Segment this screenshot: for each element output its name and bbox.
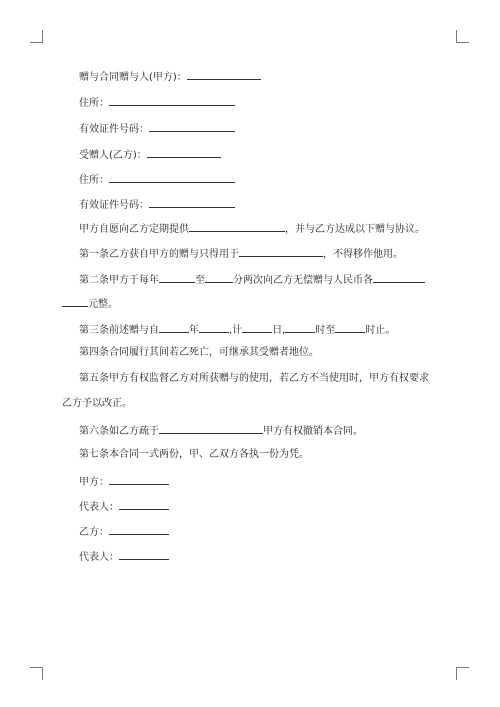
article5-continuation [62, 398, 132, 410]
article1-text-a: 第一条乙方获自甲方的赠与只得用于 [79, 249, 239, 260]
article3-text-c: ,计 [229, 325, 243, 336]
address1-label: 住所： [79, 98, 109, 109]
article3-blank-3 [242, 323, 272, 333]
party-b-rep-line [79, 550, 169, 564]
id1-line [79, 122, 235, 136]
donor-label: 赠与合同赠与人(甲方)： [79, 72, 187, 83]
party-a-rep-label: 代表人： [79, 502, 119, 513]
article2-text-c: 分两次向乙方无偿赠与人民币各 [233, 275, 373, 286]
party-b-sign-line [79, 525, 169, 539]
article6-line [79, 424, 363, 438]
intro-blank [189, 222, 285, 232]
article4-line [79, 347, 319, 359]
article2-blank-2 [205, 273, 233, 283]
article3-blank-2 [199, 323, 229, 333]
donee-label: 受赠人(乙方)： [79, 150, 147, 161]
party-a-rep-line [79, 500, 169, 514]
article2-blank-4 [62, 297, 88, 307]
article2-text-b: 至 [195, 275, 205, 286]
article2-blank-3 [373, 273, 425, 283]
crop-mark-top-right [456, 30, 469, 43]
donor-blank [187, 70, 261, 80]
id2-label: 有效证件号码： [79, 200, 149, 211]
article3-text-e: 时至 [315, 325, 336, 336]
party-a-rep-blank [119, 500, 169, 510]
article3-blank-5 [335, 323, 365, 333]
article3-text-f: 时止。 [365, 325, 396, 336]
article3-line [79, 323, 395, 337]
article5-text-b: 乙方予以改正。 [62, 398, 132, 409]
intro-line [79, 222, 425, 236]
intro-text-b: ，并与乙方达成以下赠与协议。 [285, 224, 425, 235]
article6-blank [159, 424, 263, 434]
id1-blank [149, 122, 235, 132]
address2-line [79, 173, 235, 187]
donee-line [79, 148, 221, 162]
party-b-blank [109, 525, 169, 535]
article5-line [79, 373, 429, 385]
article1-line [79, 247, 403, 261]
article2-text-a: 第二条甲方于每年 [79, 275, 159, 286]
party-b-rep-label: 代表人： [79, 552, 119, 563]
id2-line [79, 198, 235, 212]
id2-blank [149, 198, 235, 208]
article7-text: 第七条本合同一式两份，甲、乙双方各执一份为凭。 [79, 449, 309, 460]
article3-text-a: 第三条前述赠与自 [79, 325, 159, 336]
address2-blank [109, 173, 235, 183]
id1-label: 有效证件号码： [79, 124, 149, 135]
article6-text-b: 甲方有权撤销本合同。 [263, 426, 363, 437]
party-a-sign-line [79, 475, 169, 489]
article4-text: 第四条合同履行其间若乙死亡，可继承其受赠者地位。 [79, 347, 319, 358]
party-a-label: 甲方： [79, 477, 109, 488]
donee-blank [147, 148, 221, 158]
article3-blank-4 [285, 323, 315, 333]
article3-text-b: 年 [189, 325, 199, 336]
party-b-rep-blank [119, 550, 169, 560]
article2-continuation [62, 297, 118, 311]
crop-mark-bottom-left [30, 667, 43, 680]
party-b-label: 乙方： [79, 527, 109, 538]
crop-mark-top-left [30, 30, 43, 43]
party-a-blank [109, 475, 169, 485]
intro-text-a: 甲方自愿向乙方定期提供 [79, 224, 189, 235]
article6-text-a: 第六条如乙方疏于 [79, 426, 159, 437]
article3-blank-1 [159, 323, 189, 333]
crop-mark-bottom-right [456, 667, 469, 680]
address2-label: 住所： [79, 175, 109, 186]
article1-text-b: ，不得移作他用。 [323, 249, 403, 260]
article3-text-d: 日, [272, 325, 286, 336]
article2-line [79, 273, 425, 287]
article5-text-a: 第五条甲方有权监督乙方对所获赠与的使用，若乙方不当使用时，甲方有权要求 [79, 373, 429, 384]
address1-line [79, 96, 235, 110]
article2-text-d: 元整。 [88, 299, 118, 310]
article7-line [79, 449, 309, 461]
donor-line [79, 70, 261, 84]
article1-blank [239, 247, 323, 257]
address1-blank [109, 96, 235, 106]
article2-blank-1 [159, 273, 195, 283]
